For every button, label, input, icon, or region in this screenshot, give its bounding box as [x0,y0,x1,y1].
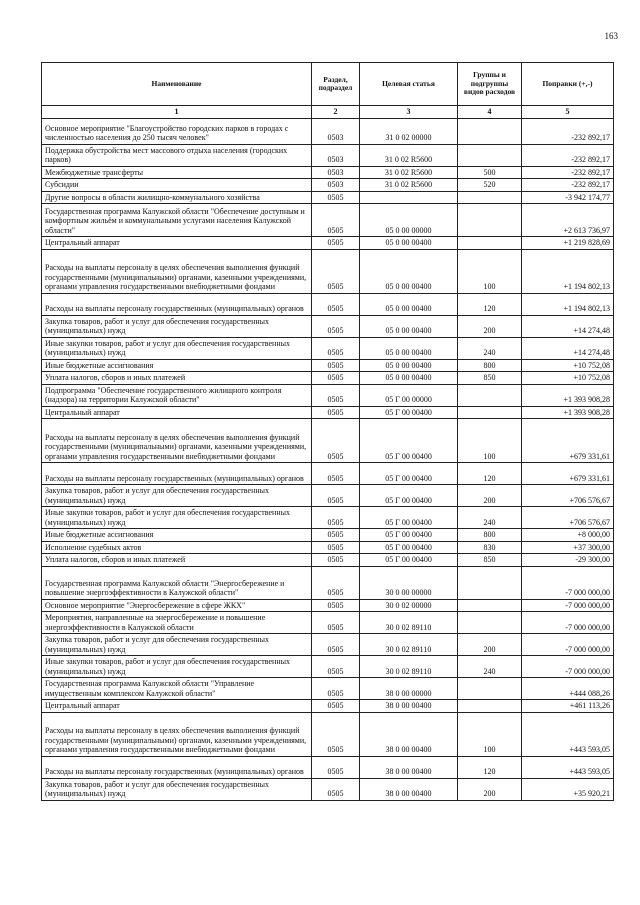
row-section-cell: 0505 [312,634,360,656]
row-amount-cell: +679 331,61 [522,419,614,463]
row-name-cell: Закупка товаров, работ и услуг для обеспечения государственных (муниципальных) нужд [42,634,312,656]
row-name-cell: Исполнение судебных актов [42,541,312,554]
row-group-cell [458,144,522,166]
row-amount-cell: +10 752,08 [522,359,614,372]
row-name-cell: Иные бюджетные ассигнования [42,529,312,542]
table-row [42,463,614,485]
row-target-cell: 30 0 02 89110 [360,634,458,656]
header-target: Целевая статья [360,63,458,106]
row-name-cell: Основное мероприятие "Энергосбережение в сфере ЖКХ" [42,599,312,612]
row-section-cell: 0505 [312,778,360,800]
row-section-cell: 0505 [312,756,360,778]
row-name-cell: Уплата налогов, сборов и иных платежей [42,554,312,567]
row-target-cell [360,191,458,204]
row-name-cell: Иные бюджетные ассигнования [42,359,312,372]
row-name-cell: Государственная программа Калужской области "Обеспечение доступным и комфортным жильём и коммунальными услугами населения Калужской области" [42,204,312,237]
row-group-cell: 120 [458,293,522,315]
row-name-cell: Расходы на выплаты персоналу в целях обеспечения выполнения функций государственными (муниципальными) органами, казенными учреждениями, органами управления государственными внебюджетными фондами [42,249,312,293]
column-number: 2 [312,106,360,119]
table-row [42,656,614,678]
table-row [42,315,614,337]
row-group-cell: 520 [458,179,522,192]
row-group-cell: 830 [458,541,522,554]
row-section-cell: 0505 [312,191,360,204]
column-number: 1 [42,106,312,119]
row-target-cell: 05 0 00 00000 [360,204,458,237]
row-target-cell: 05 0 00 00400 [360,359,458,372]
row-amount-cell: +10 752,08 [522,372,614,385]
row-section-cell: 0503 [312,118,360,144]
row-amount-cell: +8 000,00 [522,529,614,542]
row-name-cell: Иные закупки товаров, работ и услуг для обеспечения государственных (муниципальных) нужд [42,507,312,529]
row-amount-cell: +14 274,48 [522,315,614,337]
row-amount-cell: +679 331,61 [522,463,614,485]
table-header-row [42,63,614,106]
row-target-cell: 30 0 00 00000 [360,566,458,599]
row-target-cell: 05 Г 00 00400 [360,507,458,529]
row-section-cell: 0505 [312,507,360,529]
row-amount-cell: +1 393 908,28 [522,384,614,406]
row-group-cell: 100 [458,712,522,756]
row-section-cell: 0505 [312,599,360,612]
row-group-cell [458,406,522,419]
row-name-cell: Поддержка обустройства мест массового отдыха населения (городских парков) [42,144,312,166]
table-row [42,485,614,507]
row-name-cell: Государственная программа Калужской области "Энергосбережение и повышение энергоэффективности в Калужской области" [42,566,312,599]
row-group-cell: 200 [458,634,522,656]
row-target-cell: 05 Г 00 00400 [360,419,458,463]
row-name-cell: Центральный аппарат [42,700,312,713]
row-group-cell [458,204,522,237]
row-amount-cell: -232 892,17 [522,144,614,166]
row-group-cell: 100 [458,419,522,463]
row-amount-cell: +37 300,00 [522,541,614,554]
budget-amendments-table [41,62,614,801]
row-name-cell: Государственная программа Калужской области "Управление имущественным комплексом Калужской области" [42,678,312,700]
row-target-cell: 31 0 02 00000 [360,118,458,144]
row-target-cell: 05 0 00 00400 [360,293,458,315]
row-section-cell: 0505 [312,612,360,634]
header-section: Раздел, подраздел [312,63,360,106]
row-section-cell: 0503 [312,166,360,179]
row-group-cell: 120 [458,463,522,485]
row-amount-cell: +14 274,48 [522,337,614,359]
row-name-cell: Расходы на выплаты персоналу государственных (муниципальных) органов [42,756,312,778]
table-row [42,359,614,372]
row-target-cell: 30 0 02 89110 [360,612,458,634]
row-name-cell: Подпрограмма "Обеспечение государственного жилищного контроля (надзора) на территории Калужской области" [42,384,312,406]
table-row [42,337,614,359]
page-number: 163 [604,31,618,41]
row-section-cell: 0505 [312,384,360,406]
row-target-cell: 05 0 00 00400 [360,237,458,250]
row-amount-cell: +1 194 802,13 [522,293,614,315]
row-amount-cell: +1 393 908,28 [522,406,614,419]
row-target-cell: 05 Г 00 00000 [360,384,458,406]
row-amount-cell: +1 194 802,13 [522,249,614,293]
header-groups: Группы и подгруппы видов расходов [458,63,522,106]
row-name-cell: Уплата налогов, сборов и иных платежей [42,372,312,385]
row-section-cell: 0505 [312,566,360,599]
table-row [42,191,614,204]
row-amount-cell: +706 576,67 [522,507,614,529]
row-target-cell: 38 0 00 00400 [360,700,458,713]
table-row [42,204,614,237]
row-section-cell: 0505 [312,485,360,507]
row-name-cell: Расходы на выплаты персоналу государственных (муниципальных) органов [42,293,312,315]
row-target-cell: 05 Г 00 00400 [360,529,458,542]
row-amount-cell: -7 000 000,00 [522,634,614,656]
row-group-cell: 120 [458,756,522,778]
row-amount-cell: +461 113,26 [522,700,614,713]
row-target-cell: 30 0 02 00000 [360,599,458,612]
row-target-cell: 38 0 00 00400 [360,756,458,778]
table-row [42,678,614,700]
row-name-cell: Центральный аппарат [42,406,312,419]
row-name-cell: Закупка товаров, работ и услуг для обеспечения государственных (муниципальных) нужд [42,315,312,337]
row-amount-cell: -7 000 000,00 [522,612,614,634]
column-number-row [42,106,614,119]
row-amount-cell: +444 088,26 [522,678,614,700]
row-section-cell: 0505 [312,712,360,756]
table-row [42,144,614,166]
row-group-cell: 240 [458,656,522,678]
table-row [42,566,614,599]
row-amount-cell: -7 000 000,00 [522,599,614,612]
row-section-cell: 0505 [312,359,360,372]
row-target-cell: 05 Г 00 00400 [360,554,458,567]
row-section-cell: 0505 [312,656,360,678]
table-row [42,756,614,778]
row-section-cell: 0505 [312,204,360,237]
row-section-cell: 0505 [312,293,360,315]
row-name-cell: Закупка товаров, работ и услуг для обеспечения государственных (муниципальных) нужд [42,778,312,800]
column-number: 5 [522,106,614,119]
table-row [42,372,614,385]
row-target-cell: 38 0 00 00000 [360,678,458,700]
row-target-cell: 31 0 02 R5600 [360,166,458,179]
row-amount-cell: -232 892,17 [522,118,614,144]
row-section-cell: 0505 [312,419,360,463]
row-section-cell: 0505 [312,700,360,713]
row-group-cell: 850 [458,372,522,385]
table-row [42,712,614,756]
row-target-cell: 38 0 00 00400 [360,712,458,756]
row-name-cell: Мероприятия, направленные на энергосбережение и повышение энергоэффективности в Калужской области [42,612,312,634]
header-amendments: Поправки (+,-) [522,63,614,106]
table-row [42,612,614,634]
row-section-cell: 0505 [312,249,360,293]
row-group-cell [458,599,522,612]
row-amount-cell: +35 920,21 [522,778,614,800]
row-group-cell [458,384,522,406]
row-name-cell: Межбюджетные трансферты [42,166,312,179]
row-target-cell: 30 0 02 89110 [360,656,458,678]
header-name: Наименование [42,63,312,106]
row-section-cell: 0505 [312,529,360,542]
row-group-cell: 240 [458,337,522,359]
row-group-cell [458,566,522,599]
row-amount-cell: -232 892,17 [522,179,614,192]
row-group-cell: 800 [458,529,522,542]
row-section-cell: 0505 [312,372,360,385]
row-target-cell: 05 0 00 00400 [360,249,458,293]
row-group-cell: 200 [458,315,522,337]
row-target-cell: 31 0 02 R5600 [360,144,458,166]
row-name-cell: Расходы на выплаты персоналу государственных (муниципальных) органов [42,463,312,485]
row-group-cell: 850 [458,554,522,567]
row-target-cell: 05 Г 00 00400 [360,406,458,419]
row-section-cell: 0503 [312,144,360,166]
row-group-cell [458,118,522,144]
row-amount-cell: +443 593,05 [522,712,614,756]
table-body [42,118,614,800]
table-row [42,634,614,656]
row-name-cell: Расходы на выплаты персоналу в целях обеспечения выполнения функций государственными (муниципальными) органами, казенными учреждениями, органами управления государственными внебюджетными фондами [42,419,312,463]
row-group-cell: 800 [458,359,522,372]
row-group-cell: 200 [458,485,522,507]
row-amount-cell: -7 000 000,00 [522,566,614,599]
table-row [42,529,614,542]
row-group-cell: 500 [458,166,522,179]
row-section-cell: 0505 [312,678,360,700]
table-row [42,406,614,419]
row-target-cell: 05 Г 00 00400 [360,541,458,554]
table-row [42,700,614,713]
row-target-cell: 05 0 00 00400 [360,372,458,385]
row-amount-cell: -29 300,00 [522,554,614,567]
row-amount-cell: +443 593,05 [522,756,614,778]
row-section-cell: 0505 [312,337,360,359]
row-group-cell [458,700,522,713]
table-row [42,166,614,179]
table-row [42,541,614,554]
row-target-cell: 31 0 02 R5600 [360,179,458,192]
row-group-cell: 100 [458,249,522,293]
row-target-cell: 38 0 00 00400 [360,778,458,800]
table-row [42,554,614,567]
row-name-cell: Иные закупки товаров, работ и услуг для обеспечения государственных (муниципальных) нужд [42,337,312,359]
row-section-cell: 0505 [312,237,360,250]
row-target-cell: 05 0 00 00400 [360,337,458,359]
column-number: 3 [360,106,458,119]
table-row [42,179,614,192]
table-row [42,118,614,144]
row-name-cell: Другие вопросы в области жилищно-коммунального хозяйства [42,191,312,204]
row-section-cell: 0505 [312,463,360,485]
table-row [42,778,614,800]
row-amount-cell: -232 892,17 [522,166,614,179]
row-amount-cell: +2 613 736,97 [522,204,614,237]
row-name-cell: Закупка товаров, работ и услуг для обеспечения государственных (муниципальных) нужд [42,485,312,507]
row-target-cell: 05 Г 00 00400 [360,463,458,485]
row-group-cell [458,191,522,204]
row-section-cell: 0505 [312,406,360,419]
row-target-cell: 05 Г 00 00400 [360,485,458,507]
table-row [42,249,614,293]
row-section-cell: 0505 [312,541,360,554]
table-row [42,599,614,612]
row-name-cell: Расходы на выплаты персоналу в целях обеспечения выполнения функций государственными (муниципальными) органами, казенными учреждениями, органами управления государственными внебюджетными фондами [42,712,312,756]
row-name-cell: Субсидии [42,179,312,192]
row-group-cell [458,237,522,250]
row-group-cell: 240 [458,507,522,529]
table-row [42,384,614,406]
row-section-cell: 0503 [312,179,360,192]
row-name-cell: Иные закупки товаров, работ и услуг для обеспечения государственных (муниципальных) нужд [42,656,312,678]
row-amount-cell: +706 576,67 [522,485,614,507]
row-group-cell: 200 [458,778,522,800]
table-row [42,507,614,529]
row-amount-cell: -7 000 000,00 [522,656,614,678]
table-row [42,419,614,463]
row-group-cell [458,612,522,634]
table-row [42,237,614,250]
row-section-cell: 0505 [312,315,360,337]
row-amount-cell: -3 942 174,77 [522,191,614,204]
row-group-cell [458,678,522,700]
row-section-cell: 0505 [312,554,360,567]
row-amount-cell: +1 219 828,69 [522,237,614,250]
row-target-cell: 05 0 00 00400 [360,315,458,337]
row-name-cell: Основное мероприятие "Благоустройство городских парков в городах с численностью населения до 250 тысяч человек" [42,118,312,144]
table-row [42,293,614,315]
column-number: 4 [458,106,522,119]
row-name-cell: Центральный аппарат [42,237,312,250]
